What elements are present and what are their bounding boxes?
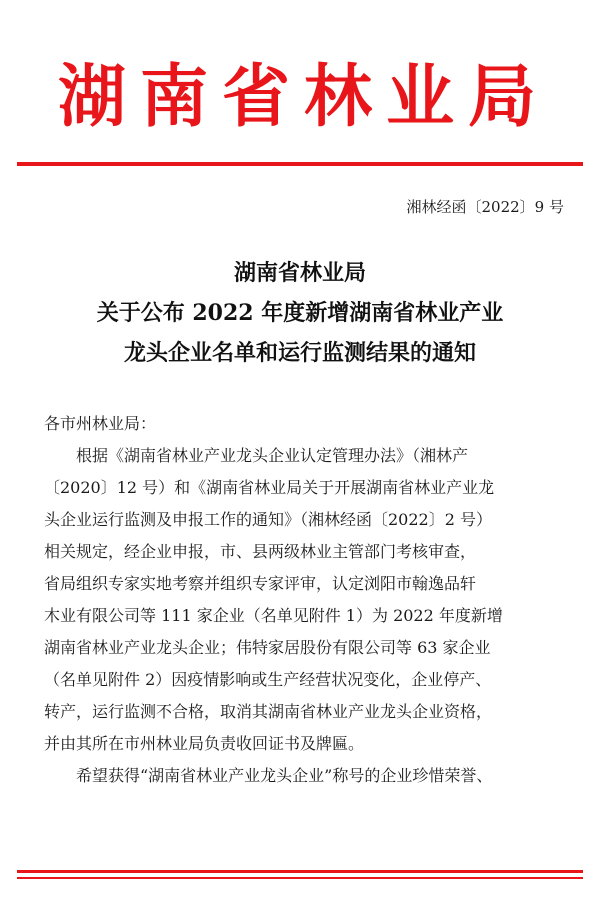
body-line: 根据《湖南省林业产业龙头企业认定管理办法》（湘林产	[76, 446, 469, 465]
title-line-1: 湖南省林业局	[233, 260, 366, 286]
notice-title	[0, 253, 600, 373]
body-line: 相关规定，经企业申报，市、县两级林业主管部门考核审查，	[44, 542, 477, 561]
title-line-2: 关于公布 2022 年度新增湖南省林业产业	[96, 300, 504, 326]
title-line-3: 龙头企业名单和运行监测结果的通知	[123, 340, 476, 366]
body-line: 木业有限公司等 111 家企业（名单见附件 1）为 2022 年度新增	[44, 606, 503, 625]
notice-body	[44, 408, 574, 792]
body-line: 希望获得“湖南省林业产业龙头企业”称号的企业珍惜荣誉、	[76, 766, 493, 785]
header-red-rule	[17, 162, 583, 166]
body-line: 湖南省林业产业龙头企业；伟特家居股份有限公司等 63 家企业	[44, 638, 491, 657]
body-line: 头企业运行监测及申报工作的通知》（湘林经函〔2022〕2 号）	[44, 510, 492, 529]
body-line: 转产，运行监测不合格，取消其湖南省林业产业龙头企业资格，	[44, 702, 493, 721]
agency-masthead: 湖南省林业局	[57, 57, 550, 137]
footer-red-rule-thin	[17, 877, 583, 879]
document-number: 湘林经函〔2022〕9 号	[406, 198, 564, 216]
footer-red-rule-thick	[17, 870, 583, 873]
body-line: 省局组织专家实地考察并组织专家评审，认定浏阳市翰逸品轩	[44, 574, 477, 593]
body-line: 并由其所在市州林业局负责收回证书及牌匾。	[44, 734, 365, 753]
salutation: 各市州林业局：	[44, 414, 157, 433]
body-line: 〔2020〕12 号）和《湖南省林业局关于开展湖南省林业产业龙	[44, 478, 495, 497]
body-line: （名单见附件 2）因疫情影响或生产经营状况变化，企业停产、	[44, 670, 492, 689]
